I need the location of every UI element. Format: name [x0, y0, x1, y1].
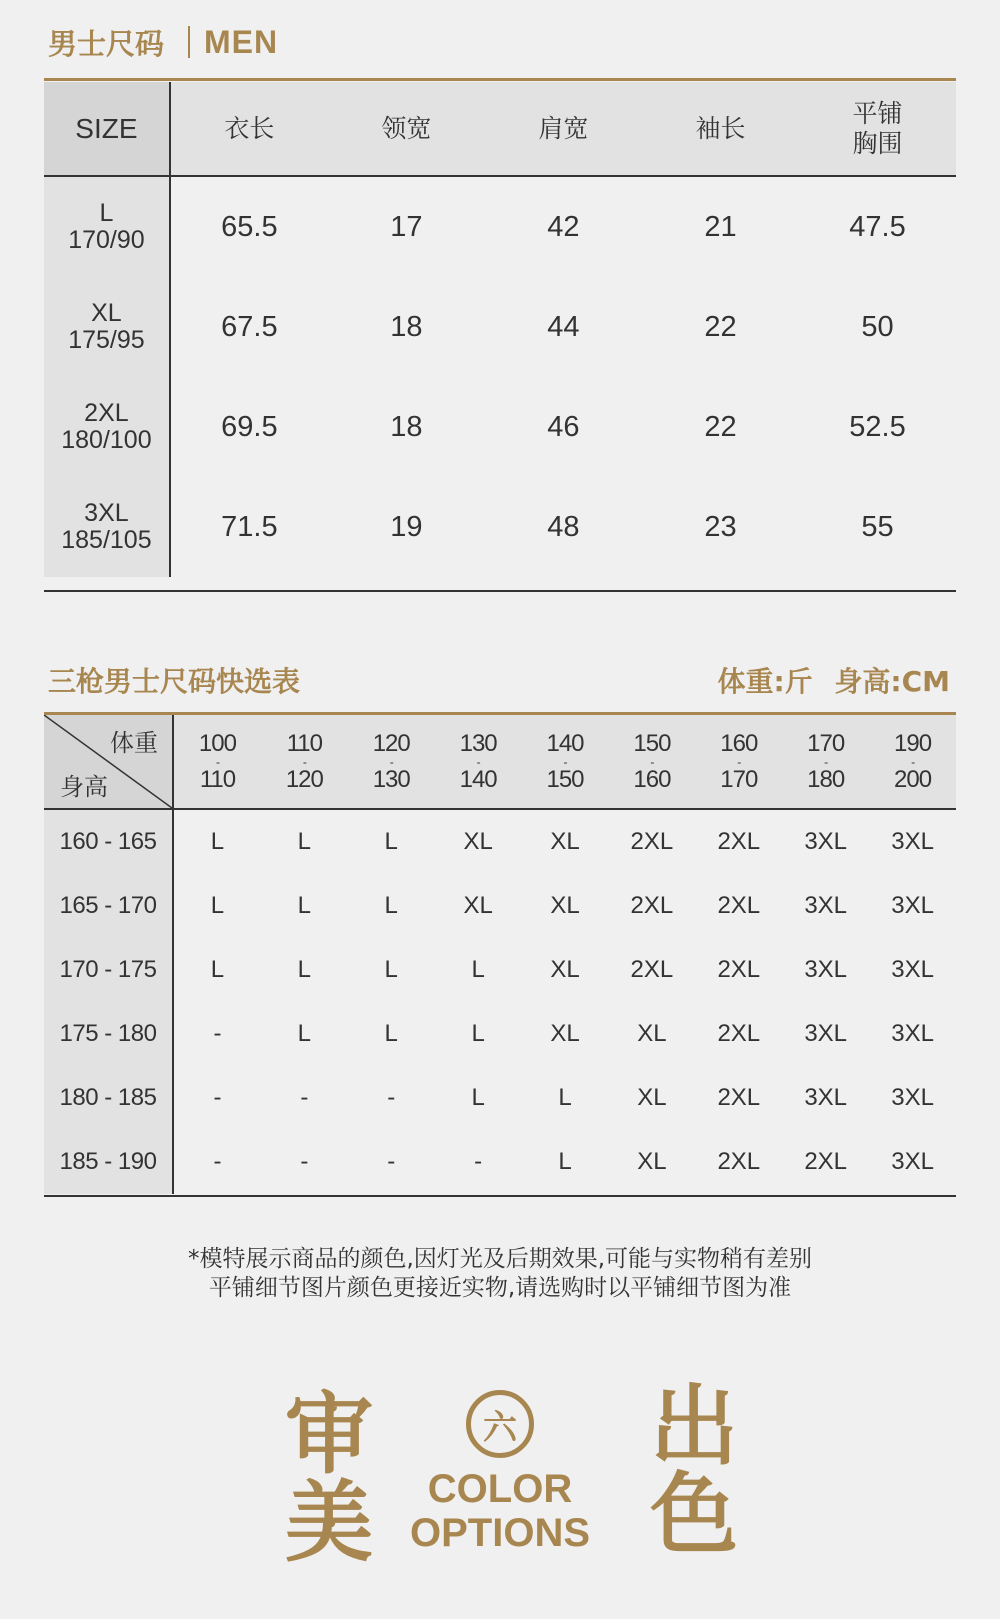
- table-cell: 19: [390, 510, 423, 543]
- weight-range-header: [348, 715, 435, 808]
- measure-header: 袖长: [695, 113, 746, 143]
- size-recommendation: L: [558, 1084, 572, 1111]
- size-recommendation: L: [558, 1148, 572, 1175]
- size-recommendation: L: [384, 828, 398, 855]
- height-range: 185 - 190: [44, 1130, 174, 1194]
- table-bottom-rule: [44, 590, 956, 592]
- table-cell: 55: [861, 510, 894, 543]
- quick-select-table: [44, 715, 956, 1194]
- brand-char-se: 色: [650, 1462, 739, 1566]
- table-header: [44, 715, 956, 810]
- size-recommendation: L: [384, 892, 398, 919]
- table-row: [44, 277, 956, 377]
- table-row: [44, 810, 956, 874]
- table-cell: 67.5: [221, 310, 278, 343]
- table-row: [44, 377, 956, 477]
- range-dash: -: [650, 754, 654, 769]
- table-cell: 48: [547, 510, 580, 543]
- size-recommendation: 2XL: [717, 828, 761, 855]
- size-recommendation: L: [210, 828, 225, 855]
- size-recommendation: 2XL: [717, 1020, 761, 1047]
- weight-max: 130: [372, 765, 410, 793]
- size-recommendation: 3XL: [891, 956, 934, 983]
- size-recommendation: L: [471, 1084, 485, 1111]
- size-recommendation: XL: [637, 1020, 667, 1047]
- table-cell: 69.5: [221, 410, 278, 443]
- range-dash: -: [911, 754, 915, 769]
- brand-char-mei: 美: [285, 1470, 374, 1574]
- weight-max: 110: [199, 765, 236, 793]
- table-row: [44, 1002, 956, 1066]
- size-recommendation: 3XL: [891, 892, 934, 919]
- size-recommendation: L: [384, 1020, 398, 1047]
- brand-char-shen: 审: [285, 1382, 374, 1486]
- size-recommendation: XL: [463, 892, 493, 919]
- size-recommendation: L: [210, 956, 225, 983]
- size-recommendation: 3XL: [804, 1020, 848, 1047]
- weight-range-header: [869, 715, 956, 808]
- size-label: [44, 277, 171, 377]
- size-recommendation: 3XL: [891, 1148, 934, 1175]
- table-cell: 42: [547, 210, 580, 243]
- size-recommendation: XL: [463, 828, 493, 855]
- size-recommendation: L: [297, 956, 312, 983]
- size-recommendation: 2XL: [630, 892, 674, 919]
- size-recommendation: 2XL: [717, 956, 761, 983]
- size-recommendation: 3XL: [891, 1020, 934, 1047]
- weight-max: 170: [720, 765, 758, 793]
- table-cell: 17: [390, 210, 423, 243]
- size-header: SIZE: [44, 82, 171, 175]
- table-cell: 44: [547, 310, 580, 343]
- size-recommendation: L: [384, 956, 398, 983]
- measure-header: 肩宽: [538, 113, 589, 143]
- height-range: 160 - 165: [44, 810, 174, 874]
- range-dash: -: [563, 754, 567, 769]
- table-cell: 50: [861, 310, 894, 343]
- size-recommendation: L: [297, 828, 312, 855]
- men-size-table: [44, 82, 956, 577]
- range-dash: -: [824, 754, 828, 769]
- size-recommendation: XL: [550, 828, 580, 855]
- range-dash: -: [389, 754, 393, 769]
- size-label: [44, 477, 171, 577]
- brand-char-chu: 出: [650, 1374, 739, 1478]
- weight-min: 150: [633, 729, 671, 757]
- table-cell: 47.5: [849, 210, 906, 243]
- size-recommendation: 3XL: [804, 1084, 848, 1111]
- size-recommendation: 2XL: [717, 1084, 761, 1111]
- size-recommendation: L: [297, 1020, 312, 1047]
- size-label: [44, 377, 171, 477]
- size-recommendation: L: [210, 892, 225, 919]
- weight-max: 160: [633, 765, 671, 793]
- color-disclaimer: [0, 1245, 1000, 1303]
- six-circle-icon: 六: [466, 1390, 534, 1458]
- size-code: XL: [91, 299, 122, 327]
- table-header: [44, 82, 956, 175]
- weight-min: 160: [720, 729, 758, 757]
- size-recommendation: -: [387, 1148, 396, 1175]
- measure-header: 平铺 胸围: [852, 98, 903, 158]
- size-recommendation: 2XL: [804, 1148, 848, 1175]
- measure-header: 衣长: [224, 113, 275, 143]
- weight-range-header: [695, 715, 782, 808]
- weight-min: 130: [459, 729, 497, 757]
- size-code: L: [99, 199, 114, 227]
- table-cell: 46: [547, 410, 580, 443]
- weight-range-header: [608, 715, 695, 808]
- size-label: [44, 177, 171, 277]
- size-recommendation: -: [300, 1084, 309, 1111]
- body-spec: 170/90: [68, 226, 145, 254]
- weight-range-header: [435, 715, 522, 808]
- table-row: [44, 1066, 956, 1130]
- options-label: OPTIONS: [410, 1511, 591, 1555]
- weight-max: 200: [894, 765, 932, 793]
- table-body: [44, 810, 956, 1194]
- table-cell: 23: [704, 510, 737, 543]
- table-row: [44, 177, 956, 277]
- size-recommendation: L: [471, 956, 485, 983]
- disclaimer-line-2: 平铺细节图片颜色更接近实物,请选购时以平铺细节图为准: [208, 1275, 792, 1301]
- size-recommendation: XL: [550, 1020, 580, 1047]
- table-row: [44, 938, 956, 1002]
- table-cell: 21: [704, 210, 737, 243]
- corner-weight-label: 体重: [110, 729, 158, 757]
- size-recommendation: XL: [637, 1084, 667, 1111]
- weight-min: 170: [807, 729, 845, 757]
- table-cell: 18: [390, 310, 423, 343]
- size-recommendation: XL: [550, 892, 580, 919]
- size-recommendation: 2XL: [630, 828, 674, 855]
- weight-range-header: [782, 715, 869, 808]
- measure-header: 领宽: [381, 113, 432, 143]
- table-cell: 71.5: [221, 510, 278, 543]
- color-label: COLOR: [427, 1467, 573, 1511]
- size-recommendation: -: [213, 1084, 222, 1111]
- weight-max: 180: [807, 765, 845, 793]
- height-range: 170 - 175: [44, 938, 174, 1002]
- size-recommendation: -: [213, 1020, 222, 1047]
- weight-range-header: [174, 715, 261, 808]
- table-cell: 22: [704, 410, 737, 443]
- size-recommendation: XL: [550, 956, 580, 983]
- section-title-men: [48, 22, 278, 62]
- corner-height-label: 身高: [60, 773, 108, 801]
- weight-range-header: [522, 715, 609, 808]
- weight-max: 140: [459, 765, 497, 793]
- title-en: MEN: [204, 23, 279, 60]
- size-code: 2XL: [84, 399, 129, 427]
- weight-min: 190: [894, 729, 932, 757]
- size-recommendation: 3XL: [891, 1084, 934, 1111]
- body-spec: 175/95: [68, 326, 145, 354]
- quick-select-title: 三枪男士尺码快选表: [48, 665, 301, 698]
- weight-range-header: [261, 715, 348, 808]
- weight-max: 150: [546, 765, 584, 793]
- corner-cell: [44, 715, 174, 808]
- size-recommendation: -: [474, 1148, 483, 1175]
- size-recommendation: 3XL: [804, 828, 848, 855]
- top-rule: [44, 78, 956, 81]
- weight-max: 120: [285, 765, 323, 793]
- table-cell: 18: [390, 410, 423, 443]
- title-separator: [188, 26, 190, 58]
- table-row: [44, 1130, 956, 1194]
- range-dash: -: [302, 754, 306, 769]
- weight-min: 140: [546, 729, 584, 757]
- range-dash: -: [215, 754, 219, 769]
- weight-min: 100: [198, 729, 236, 757]
- unit-label: 体重:斤 身高:CM: [717, 665, 950, 698]
- size-recommendation: L: [297, 892, 312, 919]
- size-recommendation: 3XL: [804, 892, 848, 919]
- disclaimer-line-1: *模特展示商品的颜色,因灯光及后期效果,可能与实物稍有差别: [187, 1246, 813, 1272]
- size-recommendation: 2XL: [717, 892, 761, 919]
- size-recommendation: -: [387, 1084, 396, 1111]
- table-row: [44, 874, 956, 938]
- size-recommendation: 2XL: [630, 956, 674, 983]
- weight-min: 120: [372, 729, 410, 757]
- range-dash: -: [737, 754, 741, 769]
- size-recommendation: 3XL: [891, 828, 934, 855]
- table-cell: 52.5: [849, 410, 906, 443]
- size-recommendation: L: [471, 1020, 485, 1047]
- quick-table-bottom-rule: [44, 1195, 956, 1197]
- title-cn: 男士尺码: [48, 26, 165, 61]
- size-recommendation: -: [213, 1148, 222, 1175]
- weight-min: 110: [286, 729, 322, 757]
- height-range: 165 - 170: [44, 874, 174, 938]
- size-recommendation: XL: [637, 1148, 667, 1175]
- height-range: 180 - 185: [44, 1066, 174, 1130]
- table-row: [44, 477, 956, 577]
- table-body: [44, 175, 956, 577]
- size-code: 3XL: [84, 499, 129, 527]
- body-spec: 185/105: [61, 526, 152, 554]
- range-dash: -: [476, 754, 480, 769]
- table-cell: 22: [704, 310, 737, 343]
- size-recommendation: 3XL: [804, 956, 848, 983]
- size-recommendation: -: [300, 1148, 309, 1175]
- size-recommendation: 2XL: [717, 1148, 761, 1175]
- table-cell: 65.5: [221, 210, 278, 243]
- body-spec: 180/100: [61, 426, 152, 454]
- height-range: 175 - 180: [44, 1002, 174, 1066]
